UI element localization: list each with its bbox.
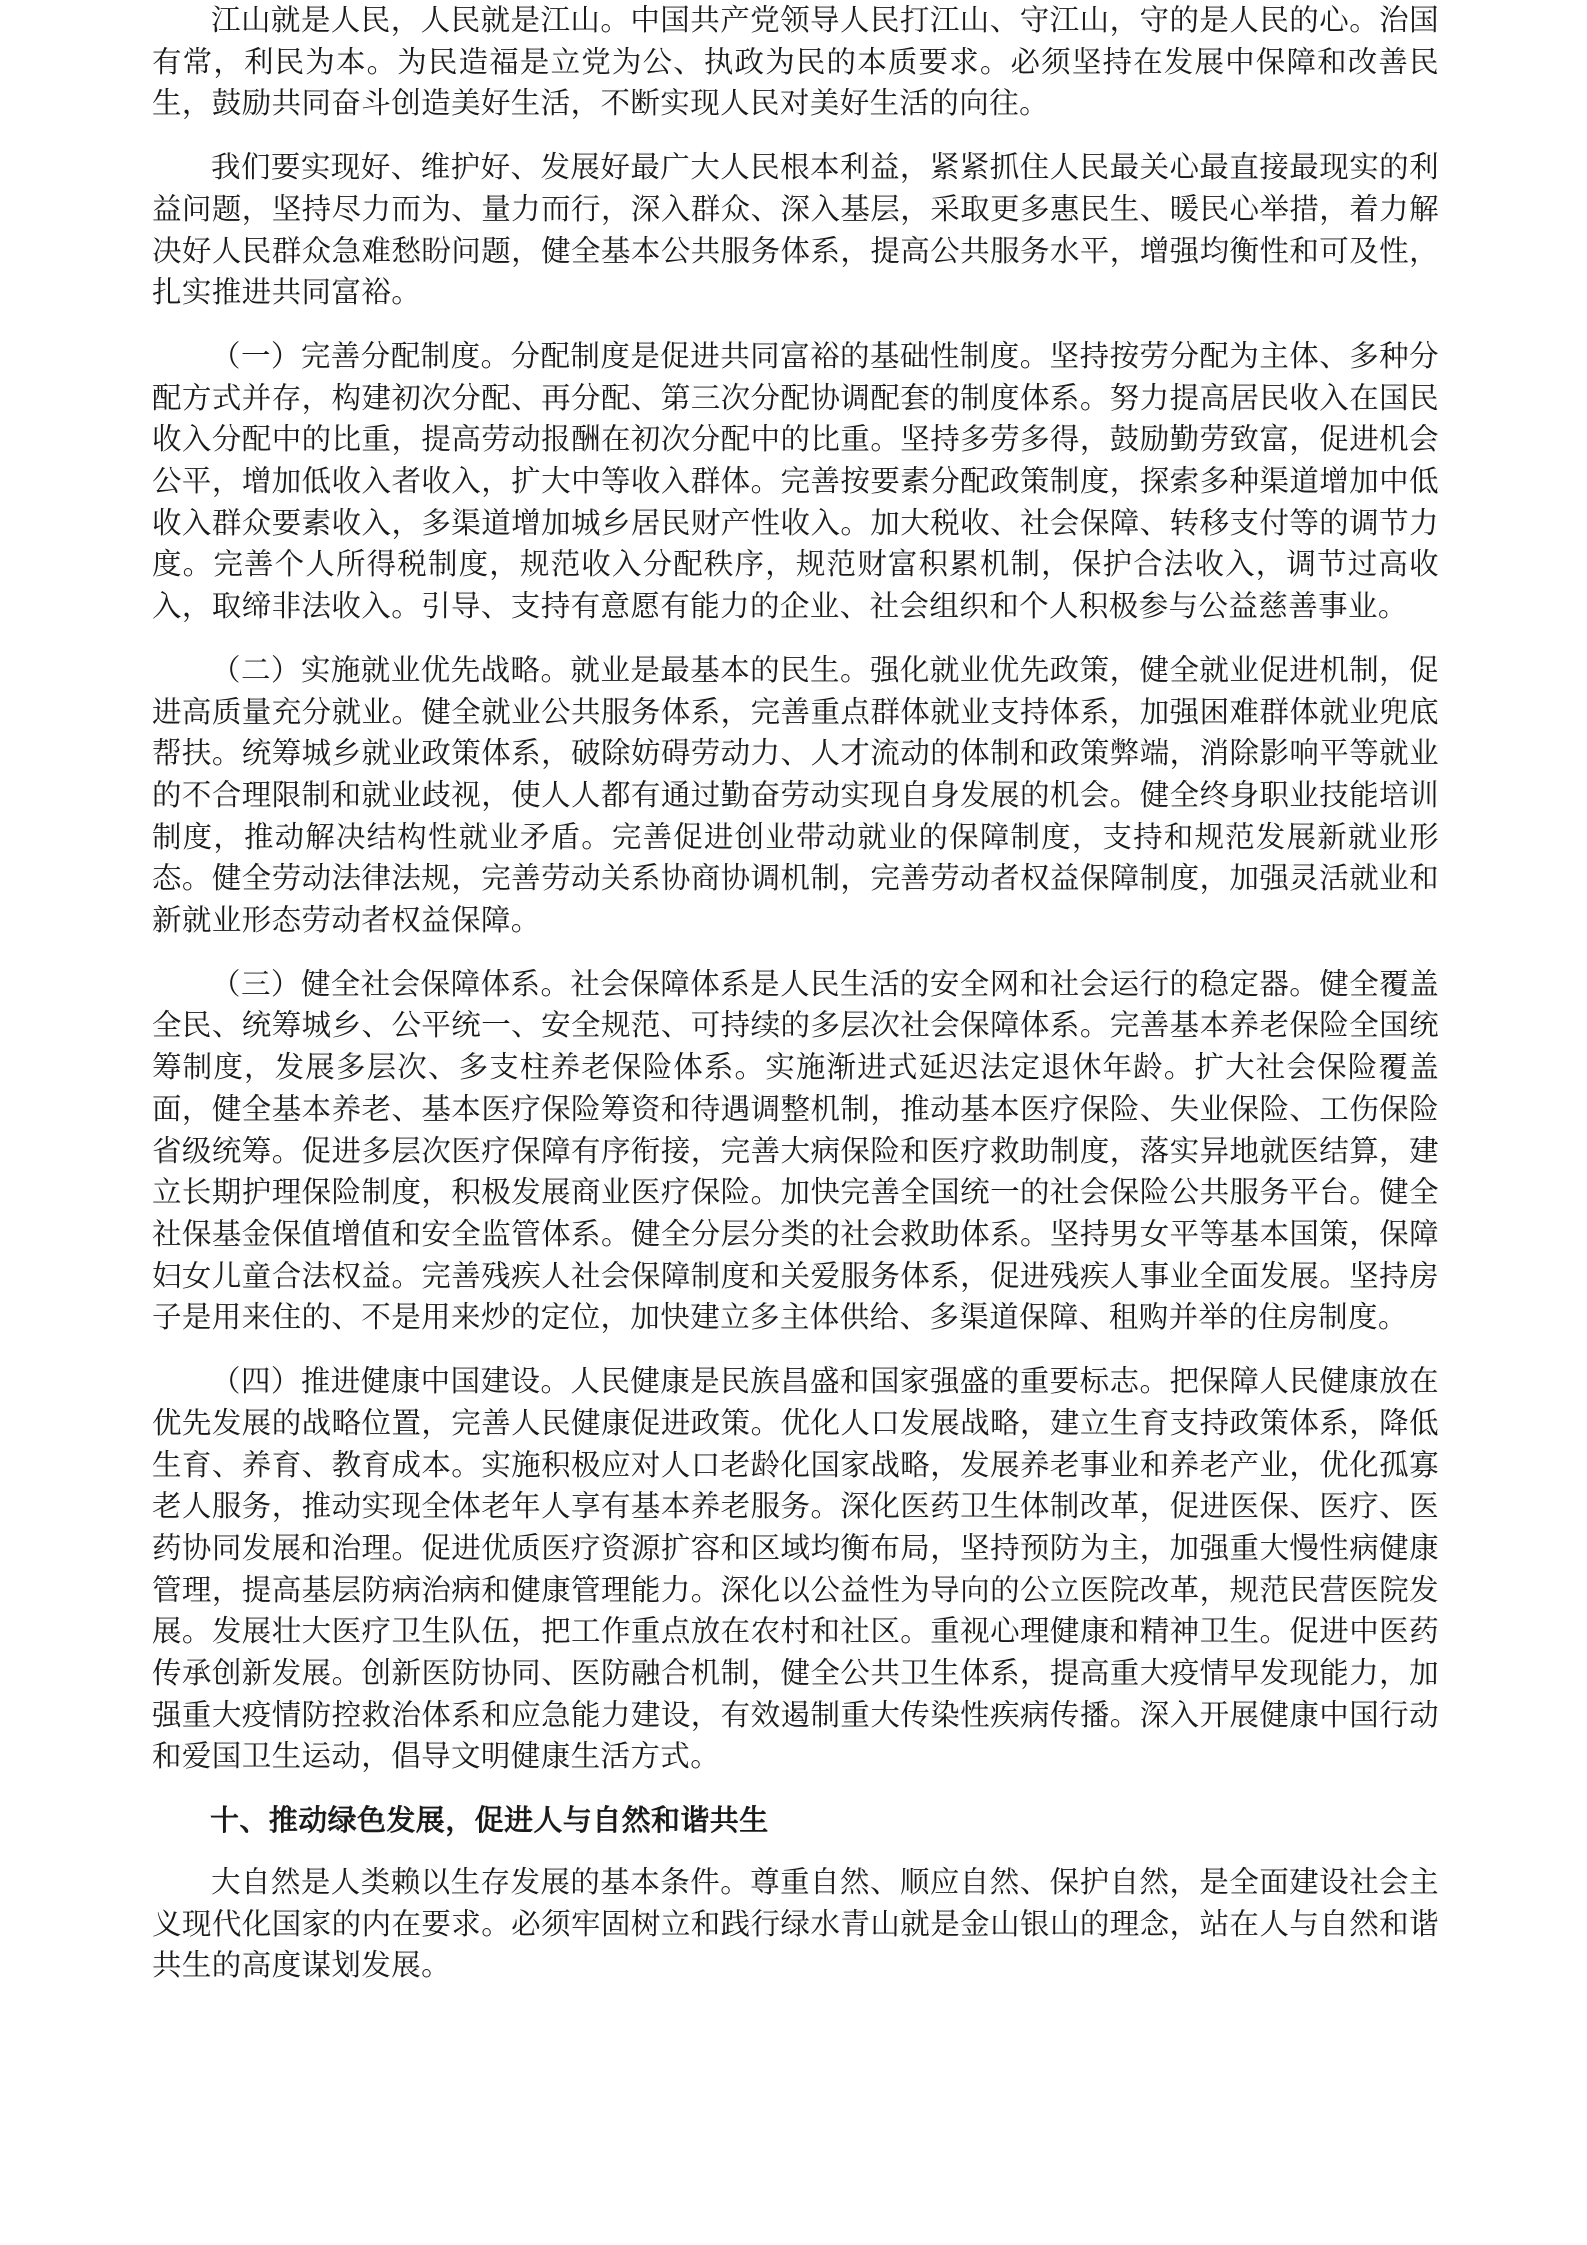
paragraph-healthy-china: （四）推进健康中国建设。人民健康是民族昌盛和国家强盛的重要标志。把保障人民健康放在优先发展的战略位置，完善人民健康促进政策。优化人口发展战略，建立生育支持政策体系，降低生育、养育、教育成本。实施积极应对人口老龄化国家战略，发展养老事业和养老产业，优化孤寡老人服务，推动实现全体老年人享有基本养老服务。深化医药卫生体制改革，促进医保、医疗、医药协同发展和治理。促进优质医疗资源扩容和区域均衡布局，坚持预防为主，加强重大慢性病健康管理，提高基层防病治病和健康管理能力。深化以公益性为导向的公立医院改革，规范民营医院发展。发展壮大医疗卫生队伍，把工作重点放在农村和社区。重视心理健康和精神卫生。促进中医药传承创新发展。创新医防协同、医防融合机制，健全公共卫生体系，提高重大疫情早发现能力，加强重大疫情防控救治体系和应急能力建设，有效遏制重大传染性疾病传播。深入开展健康中国行动和爱国卫生运动，倡导文明健康生活方式。: [152, 1364, 1439, 1774]
paragraph-distribution-system: （一）完善分配制度。分配制度是促进共同富裕的基础性制度。坚持按劳分配为主体、多种分配方式并存，构建初次分配、再分配、第三次分配协调配套的制度体系。努力提高居民收入在国民收入分配中的比重，提高劳动报酬在初次分配中的比重。坚持多劳多得，鼓励勤劳致富，促进机会公平，增加低收入者收入，扩大中等收入群体。完善按要素分配政策制度，探索多种渠道增加中低收入群众要素收入，多渠道增加城乡居民财产性收入。加大税收、社会保障、转移支付等的调节力度。完善个人所得税制度，规范收入分配秩序，规范财富积累机制，保护合法收入，调节过高收入，取缔非法收入。引导、支持有意愿有能力的企业、社会组织和个人积极参与公益慈善事业。: [152, 338, 1439, 624]
paragraph-social-security: （三）健全社会保障体系。社会保障体系是人民生活的安全网和社会运行的稳定器。健全覆盖全民、统筹城乡、公平统一、安全规范、可持续的多层次社会保障体系。完善基本养老保险全国统筹制度，发展多层次、多支柱养老保险体系。实施渐进式延迟法定退休年龄。扩大社会保险覆盖面，健全基本养老、基本医疗保险筹资和待遇调整机制，推动基本医疗保险、失业保险、工伤保险省级统筹。促进多层次医疗保障有序衔接，完善大病保险和医疗救助制度，落实异地就医结算，建立长期护理保险制度，积极发展商业医疗保险。加快完善全国统一的社会保险公共服务平台。健全社保基金保值增值和安全监管体系。健全分层分类的社会救助体系。坚持男女平等基本国策，保障妇女儿童合法权益。完善残疾人社会保障制度和关爱服务体系，促进残疾人事业全面发展。坚持房子是用来住的、不是用来炒的定位，加快建立多主体供给、多渠道保障、租购并举的住房制度。: [152, 966, 1439, 1335]
section-heading-green-development: 十、推动绿色发展，促进人与自然和谐共生: [210, 1803, 769, 1838]
paragraph-people-interests: 我们要实现好、维护好、发展好最广大人民根本利益，紧紧抓住人民最关心最直接最现实的利益问题，坚持尽力而为、量力而行，深入群众、深入基层，采取更多惠民生、暖民心举措，着力解决好人民群众急难愁盼问题，健全基本公共服务体系，提高公共服务水平，增强均衡性和可及性，扎实推进共同富裕。: [152, 150, 1439, 310]
paragraph-nature: 大自然是人类赖以生存发展的基本条件。尊重自然、顺应自然、保护自然，是全面建设社会主义现代化国家的内在要求。必须牢固树立和践行绿水青山就是金山银山的理念，站在人与自然和谐共生的高度谋划发展。: [152, 1864, 1439, 1983]
paragraph-employment-strategy: （二）实施就业优先战略。就业是最基本的民生。强化就业优先政策，健全就业促进机制，促进高质量充分就业。健全就业公共服务体系，完善重点群体就业支持体系，加强困难群体就业兜底帮扶。统筹城乡就业政策体系，破除妨碍劳动力、人才流动的体制和政策弊端，消除影响平等就业的不合理限制和就业歧视，使人人都有通过勤奋劳动实现自身发展的机会。健全终身职业技能培训制度，推动解决结构性就业矛盾。完善促进创业带动就业的保障制度，支持和规范发展新就业形态。健全劳动法律法规，完善劳动关系协商协调机制，完善劳动者权益保障制度，加强灵活就业和新就业形态劳动者权益保障。: [152, 652, 1439, 938]
paragraph-people-is-country: 江山就是人民，人民就是江山。中国共产党领导人民打江山、守江山，守的是人民的心。治国有常，利民为本。为民造福是立党为公、执政为民的本质要求。必须坚持在发展中保障和改善民生，鼓励共同奋斗创造美好生活，不断实现人民对美好生活的向往。: [152, 3, 1439, 121]
document-page: [152, 0, 1439, 2009]
